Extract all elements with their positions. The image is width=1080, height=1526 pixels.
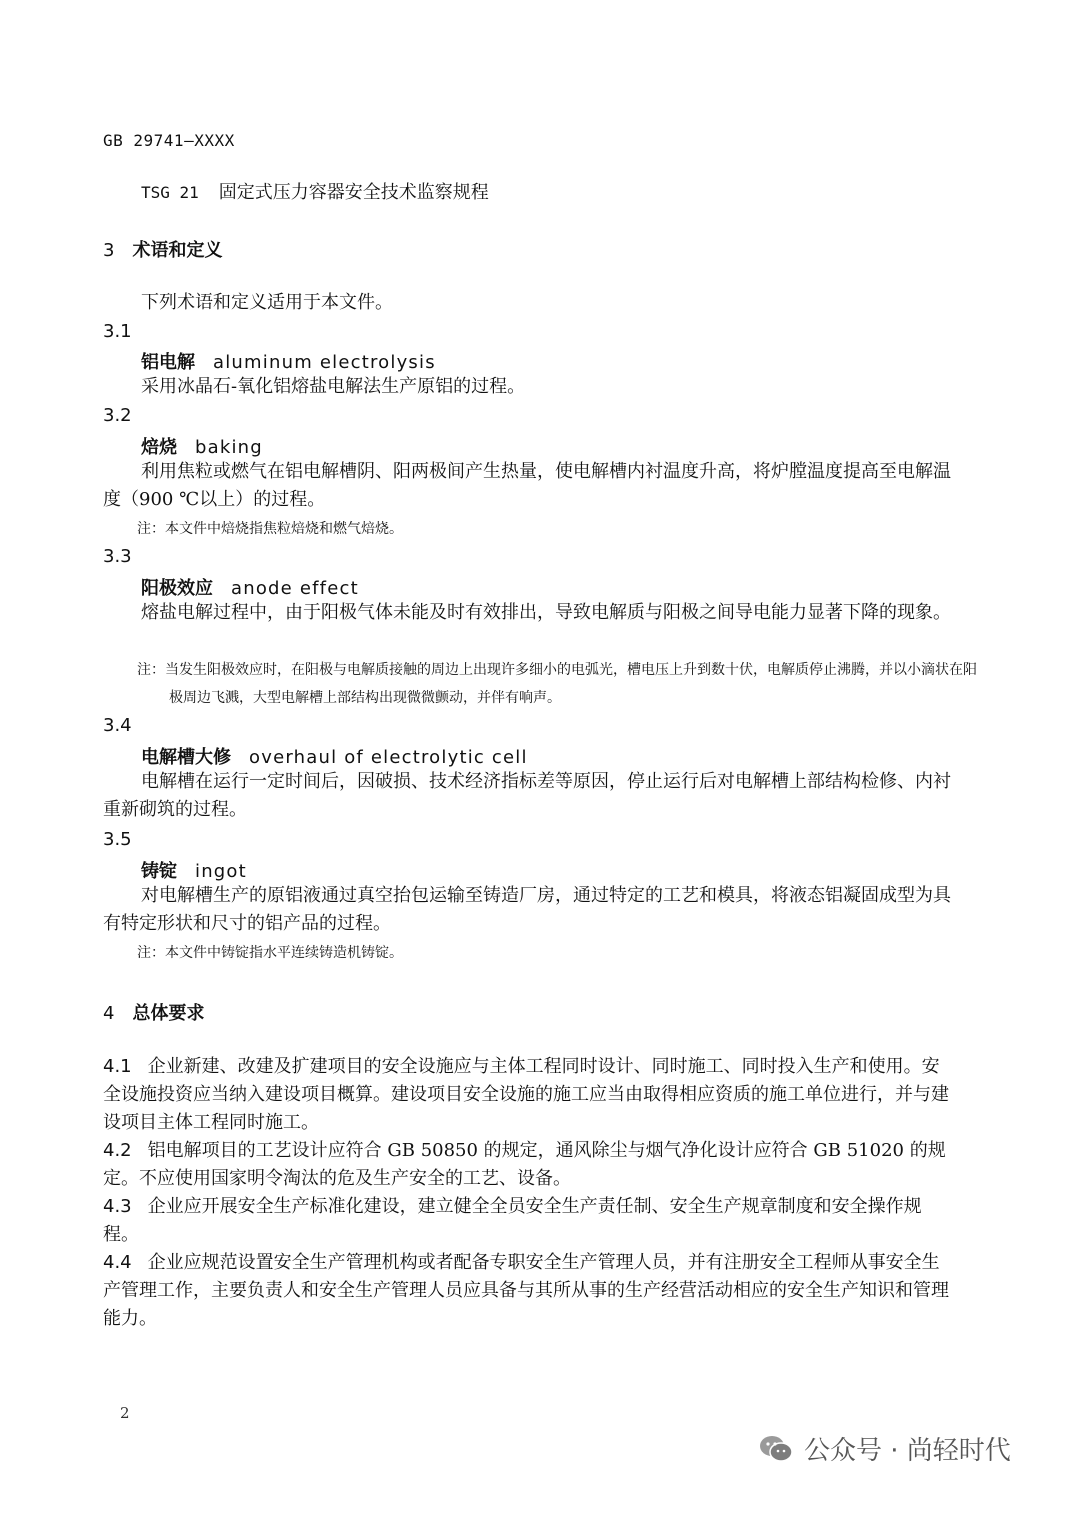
term-number: 3.5	[103, 829, 132, 850]
reference-code: TSG 21	[141, 183, 199, 202]
term-definition: 利用焦粒或燃气在铝电解槽阴、阳两极间产生热量，使电解槽内衬温度升高，将炉膛温度提高至电解温度（900 ℃以上）的过程。	[103, 461, 951, 510]
term-note: 注：本文件中焙烧指焦粒焙烧和燃气焙烧。	[137, 521, 403, 537]
term-english: baking	[195, 437, 263, 458]
section-4-heading	[103, 999, 204, 1025]
term-name	[141, 574, 359, 600]
clause-text: 企业应开展安全生产标准化建设，建立健全全员安全生产责任制、安全生产规章制度和安全操作规程。	[103, 1196, 922, 1245]
clause	[103, 1137, 953, 1193]
clause-number: 4.4	[103, 1252, 132, 1273]
clause	[103, 1193, 953, 1249]
term-note: 注：当发生阳极效应时，在阳极与电解质接触的周边上出现许多细小的电弧光，槽电压上升到数十伏，电解质停止沸腾，并以小滴状在阳极周边飞溅，大型电解槽上部结构出现微微颤动，并伴有响声。	[137, 662, 977, 706]
term-english: overhaul of electrolytic cell	[249, 747, 528, 768]
term-chinese: 铝电解	[141, 352, 195, 373]
term-name	[141, 433, 263, 459]
term-chinese: 电解槽大修	[141, 747, 231, 768]
reference-title: 固定式压力容器安全技术监察规程	[218, 182, 489, 203]
term-definition: 电解槽在运行一定时间后，因破损、技术经济指标差等原因，停止运行后对电解槽上部结构检修、内衬重新砌筑的过程。	[103, 771, 951, 820]
watermark-text: 公众号 · 尚轻时代	[804, 1436, 1011, 1466]
section-3-heading	[103, 236, 222, 262]
term-note: 注：本文件中铸锭指水平连续铸造机铸锭。	[137, 945, 403, 961]
clause	[103, 1053, 953, 1137]
section-number: 3	[103, 240, 115, 261]
clause-text: 铝电解项目的工艺设计应符合 GB 50850 的规定，通风除尘与烟气净化设计应符合 GB 51020 的规定。不应使用国家明令淘汰的危及生产安全的工艺、设备。	[103, 1140, 946, 1189]
section-title: 总体要求	[132, 1003, 205, 1024]
page-number: 2	[120, 1404, 130, 1422]
term-english: ingot	[195, 861, 247, 882]
term-definition: 对电解槽生产的原铝液通过真空抬包运输至铸造厂房，通过特定的工艺和模具，将液态铝凝固成型为具有特定形状和尺寸的铝产品的过程。	[103, 885, 951, 934]
term-chinese: 铸锭	[141, 861, 177, 882]
term-number: 3.2	[103, 405, 132, 426]
term-number: 3.4	[103, 715, 132, 736]
clause	[103, 1249, 953, 1333]
term-number: 3.1	[103, 321, 132, 342]
section-title: 术语和定义	[132, 240, 223, 261]
clause-number: 4.2	[103, 1140, 132, 1161]
section-number: 4	[103, 1003, 115, 1024]
clause-number: 4.3	[103, 1196, 132, 1217]
term-english: aluminum electrolysis	[213, 352, 436, 373]
watermark	[758, 1430, 1011, 1467]
term-definition: 熔盐电解过程中，由于阳极气体未能及时有效排出，导致电解质与阳极之间导电能力显著下降的现象。	[141, 602, 951, 623]
term-name	[141, 857, 247, 883]
term-name	[141, 348, 436, 374]
clause-number: 4.1	[103, 1056, 132, 1077]
wechat-icon	[758, 1434, 794, 1464]
term-definition: 采用冰晶石-氧化铝熔盐电解法生产原铝的过程。	[141, 376, 526, 397]
term-name	[141, 743, 528, 769]
normative-reference	[141, 178, 489, 204]
term-chinese: 阳极效应	[141, 578, 213, 599]
term-english: anode effect	[231, 578, 359, 599]
document-code: GB 29741—XXXX	[103, 131, 235, 150]
term-chinese: 焙烧	[141, 437, 177, 458]
clause-text: 企业新建、改建及扩建项目的安全设施应与主体工程同时设计、同时施工、同时投入生产和使用。安全设施投资应当纳入建设项目概算。建设项目安全设施的施工应当由取得相应资质的施工单位进行，并与建设项目主体工程同时施工。	[103, 1056, 949, 1133]
term-number: 3.3	[103, 546, 132, 567]
clause-text: 企业应规范设置安全生产管理机构或者配备专职安全生产管理人员，并有注册安全工程师从事安全生产管理工作，主要负责人和安全生产管理人员应具备与其所从事的生产经营活动相应的安全生产知识和管理能力。	[103, 1252, 949, 1329]
section-3-intro: 下列术语和定义适用于本文件。	[141, 292, 393, 313]
